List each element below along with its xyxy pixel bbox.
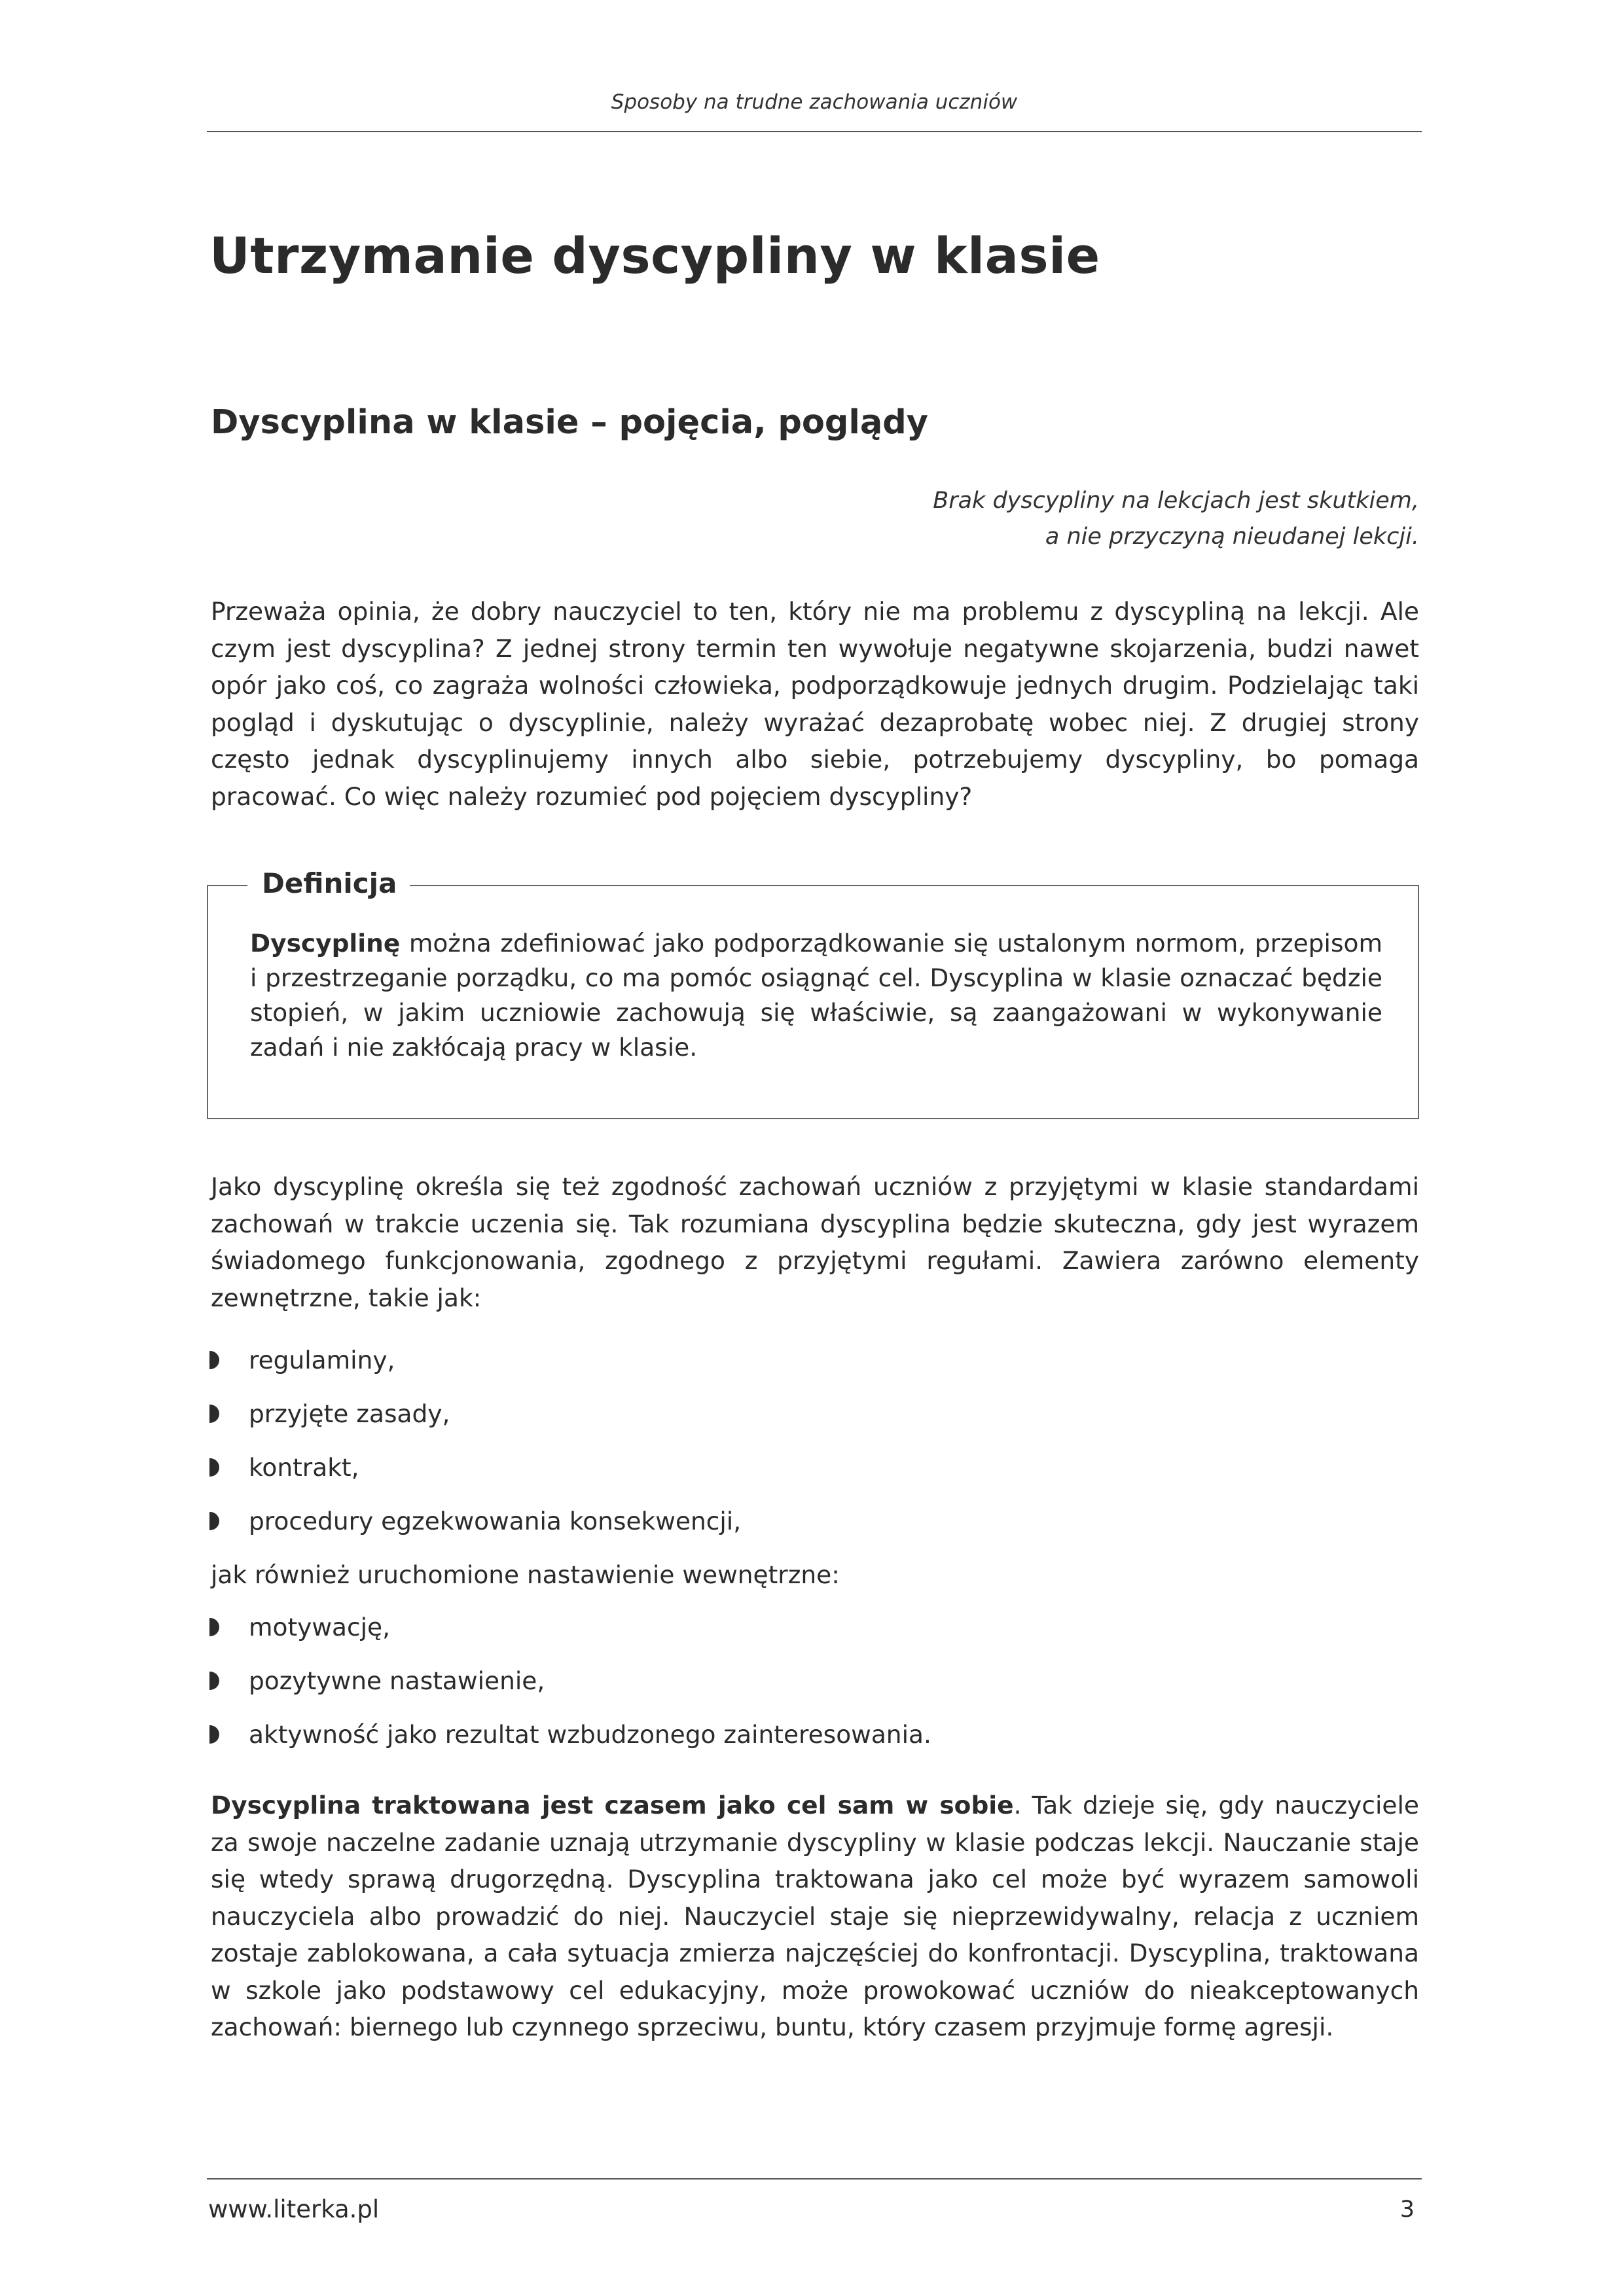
list-item: regulaminy, — [208, 1342, 741, 1395]
internal-elements-list — [208, 1609, 931, 1770]
footer-url[interactable]: www.literka.pl — [208, 2195, 380, 2223]
paragraph-body: . Tak dzieje się, gdy nauczyciele za swoje naczelne zadanie uznają utrzymanie dyscypliny w klasie podczas lekcji. Nauczanie staje się wtedy sprawą drugorzędną. Dyscyplina traktowana jako cel może być wyrazem samowoli nauczyciela albo prowadzić do niej. Nauczyciel staje się nieprzewidywalny, relacja z uczniem zostaje zablokowana, a cała sytuacja zmierza najczęściej do konfrontacji. Dyscyplina, traktowana w szkole jako podstawowy cel edukacyjny, może prowokować uczniów do nieakceptowanych zachowań: biernego lub czynnego sprzeciwu, buntu, który czasem przyjmuje formę agresji. — [211, 1791, 1419, 2041]
definition-body: można zdefiniować jako podporządkowanie się ustalonym normom, przepisom i przestrzeganie porządku, co ma pomóc osiągnąć cel. Dyscyplina w klasie oznaczać będzie stopień, w jakim uczniowie zachowują się właściwie, są zaangażowani w wykonywanie zadań i nie zakłócają pracy w klasie. — [250, 929, 1382, 1062]
paragraph-discipline-goal — [211, 1787, 1419, 2046]
half-circle-bullet-icon — [209, 1618, 219, 1636]
section-title: Dyscyplina w klasie – pojęcia, poglądy — [211, 403, 929, 442]
definition-text — [250, 926, 1382, 1065]
half-circle-bullet-icon — [209, 1458, 219, 1477]
footer-rule — [207, 2178, 1422, 2179]
list-connector-text: jak również uruchomione nastawienie wewnętrzne: — [211, 1560, 840, 1589]
external-elements-list — [208, 1342, 741, 1556]
epigraph-line-2: a nie przyczyną nieudanej lekcji. — [1045, 524, 1419, 550]
paragraph-standards: Jako dyscyplinę określa się też zgodność zachowań uczniów z przyjętymi w klasie standardami zachowań w trakcie uczenia się. Tak rozumiana dyscyplina będzie skuteczna, gdy jest wyrazem świadomego funkcjonowania, zgodnego z przyjętymi regułami. Zawiera zarówno elementy zewnętrzne, takie jak: — [211, 1172, 1419, 1312]
header-rule — [207, 131, 1422, 132]
list-item: pozytywne nastawienie, — [208, 1662, 931, 1716]
paragraph-intro: Przeważa opinia, że dobry nauczyciel to ten, który nie ma problemu z dyscypliną na lekcji. Ale czym jest dyscyplina? Z jednej strony termin ten wywołuje negatywne skojarzenia, budzi nawet opór jako coś, co zagraża wolności człowieka, podporządkowuje jednych drugim. Podzielając taki pogląd i dyskutując o dyscyplinie, należy wyrażać dezaprobatę wobec niej. Z drugiej strony często jednak dyscyplinujemy innych albo siebie, potrzebujemy dyscypliny, bo pomaga pracować. Co więc należy rozumieć pod pojęciem dyscypliny? — [211, 597, 1419, 811]
list-item: przyjęte zasady, — [208, 1395, 741, 1449]
running-header: Sposoby na trudne zachowania uczniów — [611, 90, 1018, 114]
half-circle-bullet-icon — [209, 1512, 219, 1530]
epigraph-line-1: Brak dyscypliny na lekcjach jest skutkiem, — [933, 488, 1419, 514]
definition-term: Dyscyplinę — [250, 929, 401, 958]
half-circle-bullet-icon — [209, 1351, 219, 1369]
list-item: motywację, — [208, 1609, 931, 1662]
page-title: Utrzymanie dyscypliny w klasie — [209, 226, 1100, 285]
list-item: aktywność jako rezultat wzbudzonego zainteresowania. — [208, 1716, 931, 1770]
list-item: kontrakt, — [208, 1449, 741, 1503]
half-circle-bullet-icon — [209, 1672, 219, 1690]
half-circle-bullet-icon — [209, 1405, 219, 1423]
definition-label: Definicja — [247, 865, 410, 902]
page-number: 3 — [1399, 2197, 1415, 2223]
list-item: procedury egzekwowania konsekwencji, — [208, 1503, 741, 1556]
half-circle-bullet-icon — [209, 1725, 219, 1744]
paragraph-bold-lead: Dyscyplina traktowana jest czasem jako cel sam w sobie — [211, 1791, 1014, 1820]
epigraph — [720, 483, 1419, 555]
